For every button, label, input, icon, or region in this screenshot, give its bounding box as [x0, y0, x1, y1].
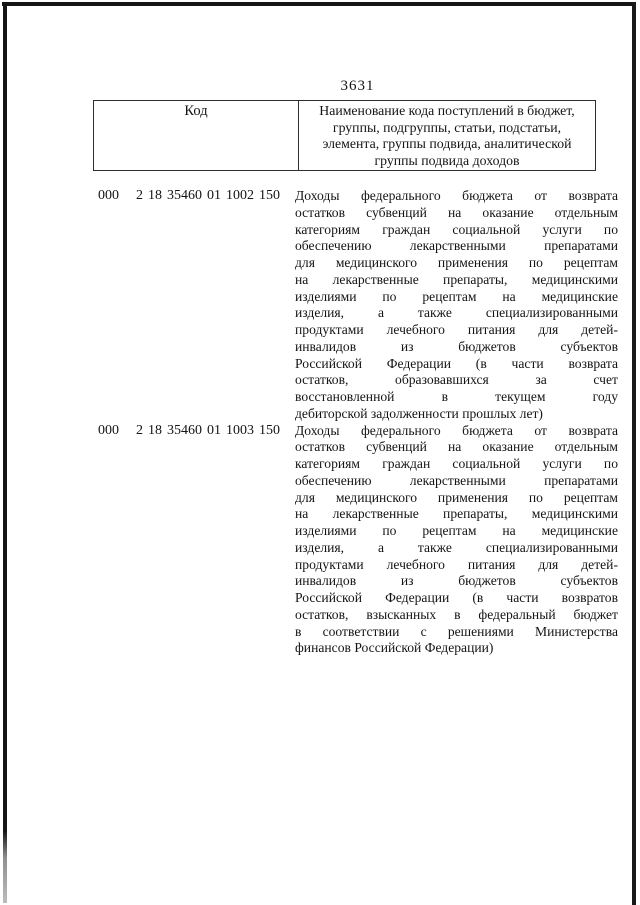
description-line: Доходы федерального бюджета от возврата	[295, 188, 618, 203]
description-line: остатков субвенций на оказание отдельным	[295, 204, 618, 220]
description-line: остатков, образовавшихся за счет	[295, 372, 618, 388]
header-name-line: группы подвида доходов	[374, 152, 520, 168]
description-line: восстановленной в текущем году	[295, 389, 618, 404]
description-line: в соответствии с решениями Министерства	[295, 623, 618, 639]
code-admin: 000	[98, 422, 119, 438]
description-line: обеспечению лекарственными препаратами	[295, 238, 618, 254]
table-body	[93, 188, 618, 657]
description-line: изделиями по рецептам на медицинские	[295, 288, 618, 304]
page-number: 3631	[340, 78, 375, 94]
description-line: инвалидов из бюджетов субъектов	[295, 573, 618, 589]
description-line: изделия, а также специализированными	[295, 539, 618, 555]
description	[295, 423, 618, 658]
description-line: на лекарственные препараты, медицинскими	[295, 271, 618, 287]
header-name-line: элемента, группы подвида, аналитической	[322, 136, 572, 151]
code-value: 2 18 35460 01 1002 150	[136, 188, 280, 203]
code-cell	[93, 423, 295, 658]
table-row	[93, 188, 618, 423]
description-line: на лекарственные препараты, медицинскими	[295, 506, 618, 522]
description-line: продуктами лечебного питания для детей-	[295, 322, 618, 337]
description-line: продуктами лечебного питания для детей-	[295, 556, 618, 572]
table-header	[93, 100, 596, 171]
description-line: для медицинского применения по рецептам	[295, 255, 618, 270]
page-border-right	[632, 2, 636, 905]
description-line: дебиторской задолженности прошлых лет)	[295, 405, 543, 421]
description-line: категориям граждан социальной услуги по	[295, 456, 618, 471]
code-cell	[93, 188, 295, 423]
description-line: финансов Российской Федерации)	[295, 640, 494, 656]
table-row	[93, 423, 618, 658]
description-line: Российской Федерации (в части возврата	[295, 355, 618, 371]
header-code-cell: Код	[94, 101, 299, 170]
header-name-line: Наименование кода поступлений в бюджет,	[319, 103, 575, 118]
description-line: остатков, взысканных в федеральный бюджет	[295, 606, 618, 622]
description-line: для медицинского применения по рецептам	[295, 489, 618, 505]
description-line: обеспечению лекарственными препаратами	[295, 472, 618, 488]
code-admin: 000	[98, 188, 119, 203]
description-line: Доходы федерального бюджета от возврата	[295, 422, 618, 438]
header-name-line: группы, подгруппы, статьи, подстатьи,	[332, 119, 562, 135]
description-line: инвалидов из бюджетов субъектов	[295, 338, 618, 354]
description-line: Российской Федерации (в части возвратов	[295, 590, 618, 605]
description-line: остатков субвенций на оказание отдельным	[295, 439, 618, 455]
header-name-cell	[299, 101, 595, 170]
description	[295, 188, 618, 423]
page-border-left	[3, 2, 7, 903]
description-line: изделиями по рецептам на медицинские	[295, 523, 618, 538]
description-line: изделия, а также специализированными	[295, 305, 618, 321]
description-line: категориям граждан социальной услуги по	[295, 221, 618, 237]
code-value: 2 18 35460 01 1003 150	[136, 422, 280, 438]
page-border-top	[2, 2, 636, 6]
